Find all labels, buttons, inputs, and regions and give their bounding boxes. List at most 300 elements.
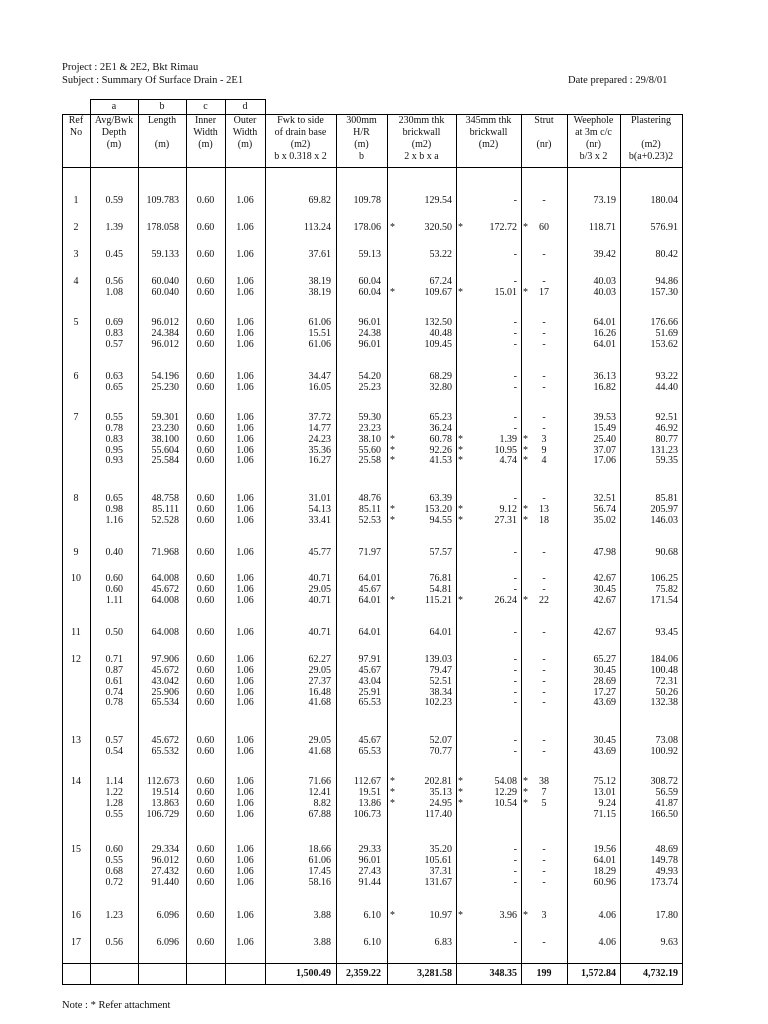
cell-outer-width: 1.06 bbox=[236, 493, 254, 504]
cell-strut: - bbox=[542, 686, 546, 698]
cell-weephole: 13.01 bbox=[593, 786, 616, 798]
cell-brickwall-230: 202.81 bbox=[424, 776, 452, 787]
cell-plastering: 184.06 bbox=[650, 654, 678, 665]
cell-strut: - bbox=[542, 664, 546, 676]
star-marker: * bbox=[390, 797, 395, 809]
cell-weephole: 4.06 bbox=[598, 937, 616, 948]
cell-brickwall-230: 52.07 bbox=[429, 735, 452, 746]
cell-length: 6.096 bbox=[156, 937, 179, 948]
cell-outer-width: 1.06 bbox=[236, 910, 254, 921]
cell-plastering: 48.69 bbox=[655, 844, 678, 855]
cell-outer-width: 1.06 bbox=[236, 745, 254, 757]
cell-brickwall-345: 1.39 bbox=[499, 433, 517, 445]
column-header-line: at 3m c/c bbox=[575, 127, 612, 138]
cell-hardcore: 25.91 bbox=[358, 686, 381, 698]
star-marker: * bbox=[390, 455, 395, 467]
cell-brickwall-345: - bbox=[513, 195, 517, 206]
cell-brickwall-345: - bbox=[513, 654, 517, 665]
star-marker: * bbox=[523, 786, 528, 798]
cell-plastering: 308.72 bbox=[650, 776, 678, 787]
cell-strut: - bbox=[542, 547, 546, 558]
cell-strut: - bbox=[542, 493, 546, 504]
cell-weephole: 60.96 bbox=[593, 876, 616, 888]
star-marker: * bbox=[458, 514, 463, 526]
ref-number: 5 bbox=[73, 317, 79, 328]
cell-outer-width: 1.06 bbox=[236, 808, 254, 820]
column-letter: d bbox=[242, 101, 248, 112]
star-marker: * bbox=[390, 503, 395, 515]
cell-hardcore: 85.11 bbox=[358, 503, 381, 515]
cell-plastering: 17.80 bbox=[655, 910, 678, 921]
total-formwork: 1,500.49 bbox=[296, 968, 331, 979]
cell-outer-width: 1.06 bbox=[236, 514, 254, 526]
cell-formwork: 29.05 bbox=[308, 735, 331, 746]
cell-depth: 0.40 bbox=[105, 547, 123, 558]
cell-brickwall-345: 54.08 bbox=[494, 776, 517, 787]
star-marker: * bbox=[458, 455, 463, 467]
cell-formwork: 67.88 bbox=[308, 808, 331, 820]
cell-length: 112.673 bbox=[146, 776, 179, 787]
cell-brickwall-345: - bbox=[513, 338, 517, 350]
cell-depth: 0.63 bbox=[105, 371, 123, 382]
cell-strut: - bbox=[542, 654, 546, 665]
cell-hardcore: 45.67 bbox=[358, 664, 381, 676]
column-header-line: b/3 x 2 bbox=[579, 151, 608, 162]
cell-hardcore: 6.10 bbox=[363, 937, 381, 948]
cell-depth: 1.22 bbox=[105, 786, 123, 798]
cell-inner-width: 0.60 bbox=[196, 514, 215, 526]
column-rule bbox=[682, 114, 683, 985]
cell-length: 59.301 bbox=[151, 412, 179, 423]
cell-length: 64.008 bbox=[151, 627, 179, 638]
cell-weephole: 39.42 bbox=[593, 249, 616, 260]
cell-hardcore: 45.67 bbox=[358, 583, 381, 595]
cell-plastering: 149.78 bbox=[650, 854, 678, 866]
cell-formwork: 40.71 bbox=[308, 594, 331, 606]
date-prepared: Date prepared : 29/8/01 bbox=[568, 75, 668, 86]
cell-weephole: 42.67 bbox=[593, 627, 616, 638]
column-header-line: 230mm thk bbox=[398, 115, 445, 126]
cell-depth: 0.68 bbox=[105, 865, 123, 877]
ref-number: 6 bbox=[73, 371, 79, 382]
cell-hardcore: 59.13 bbox=[358, 249, 381, 260]
cell-outer-width: 1.06 bbox=[236, 547, 254, 558]
cell-strut: - bbox=[542, 381, 546, 393]
cell-hardcore: 64.01 bbox=[358, 573, 381, 584]
cell-depth: 0.45 bbox=[105, 249, 123, 260]
cell-formwork: 16.27 bbox=[308, 455, 331, 467]
ref-number: 13 bbox=[71, 735, 81, 746]
column-header-line: brickwall bbox=[469, 127, 508, 138]
ref-number: 7 bbox=[73, 412, 79, 423]
cell-strut: - bbox=[542, 327, 546, 339]
cell-strut: - bbox=[542, 338, 546, 350]
total-strut: 199 bbox=[536, 968, 552, 979]
cell-weephole: 25.40 bbox=[593, 433, 616, 445]
cell-brickwall-230: 36.24 bbox=[429, 422, 452, 434]
cell-outer-width: 1.06 bbox=[236, 876, 254, 888]
cell-outer-width: 1.06 bbox=[236, 455, 254, 467]
cell-strut: 60 bbox=[539, 222, 549, 233]
cell-formwork: 40.71 bbox=[308, 627, 331, 638]
cell-inner-width: 0.60 bbox=[196, 371, 215, 382]
cell-outer-width: 1.06 bbox=[236, 195, 254, 206]
ref-number: 9 bbox=[73, 547, 79, 558]
cell-weephole: 4.06 bbox=[598, 910, 616, 921]
cell-formwork: 29.05 bbox=[308, 583, 331, 595]
cell-brickwall-345: 15.01 bbox=[494, 286, 517, 298]
cell-brickwall-345: 12.29 bbox=[494, 786, 517, 798]
column-header-line: H/R bbox=[353, 127, 370, 138]
column-header-line: (m2) bbox=[290, 139, 311, 150]
cell-length: 38.100 bbox=[151, 433, 179, 445]
cell-strut: 18 bbox=[539, 514, 549, 526]
cell-hardcore: 48.76 bbox=[358, 493, 381, 504]
cell-plastering: 51.69 bbox=[655, 327, 678, 339]
cell-formwork: 27.37 bbox=[308, 675, 331, 687]
cell-depth: 0.60 bbox=[105, 573, 123, 584]
column-header-line: Weephole bbox=[573, 115, 614, 126]
cell-brickwall-230: 63.39 bbox=[429, 493, 452, 504]
cell-outer-width: 1.06 bbox=[236, 697, 254, 709]
cell-brickwall-345: - bbox=[513, 745, 517, 757]
cell-brickwall-345: - bbox=[513, 276, 517, 287]
cell-brickwall-345: - bbox=[513, 664, 517, 676]
column-header-line: Width bbox=[193, 127, 218, 138]
ref-number: 1 bbox=[73, 195, 79, 206]
star-marker: * bbox=[458, 797, 463, 809]
cell-depth: 0.78 bbox=[105, 422, 123, 434]
cell-brickwall-345: - bbox=[513, 627, 517, 638]
cell-hardcore: 43.04 bbox=[358, 675, 381, 687]
cell-strut: - bbox=[542, 697, 546, 709]
cell-hardcore: 27.43 bbox=[358, 865, 381, 877]
cell-inner-width: 0.60 bbox=[196, 412, 215, 423]
cell-plastering: 56.59 bbox=[655, 786, 678, 798]
cell-depth: 0.61 bbox=[105, 675, 123, 687]
column-header-line: Fwk to side bbox=[277, 115, 324, 126]
cell-outer-width: 1.06 bbox=[236, 286, 254, 298]
star-marker: * bbox=[458, 594, 463, 606]
star-marker: * bbox=[390, 594, 395, 606]
cell-formwork: 71.66 bbox=[308, 776, 331, 787]
star-marker: * bbox=[458, 910, 463, 921]
column-header-line: of drain base bbox=[274, 127, 327, 138]
cell-brickwall-230: 38.34 bbox=[429, 686, 452, 698]
cell-outer-width: 1.06 bbox=[236, 276, 254, 287]
cell-brickwall-345: - bbox=[513, 675, 517, 687]
cell-brickwall-345: - bbox=[513, 547, 517, 558]
cell-brickwall-230: 53.22 bbox=[429, 249, 452, 260]
footnote: Note : * Refer attachment bbox=[62, 1000, 171, 1011]
letter-strip-rule bbox=[265, 99, 266, 114]
cell-brickwall-230: 102.23 bbox=[424, 697, 452, 709]
cell-weephole: 64.01 bbox=[593, 854, 616, 866]
column-letter: c bbox=[203, 101, 208, 112]
cell-length: 48.758 bbox=[151, 493, 179, 504]
star-marker: * bbox=[390, 286, 395, 298]
cell-depth: 0.93 bbox=[105, 455, 123, 467]
cell-weephole: 56.74 bbox=[593, 503, 616, 515]
cell-brickwall-230: 52.51 bbox=[429, 675, 452, 687]
cell-strut: - bbox=[542, 675, 546, 687]
cell-plastering: 166.50 bbox=[650, 808, 678, 820]
cell-depth: 0.83 bbox=[105, 433, 123, 445]
cell-depth: 0.54 bbox=[105, 745, 123, 757]
cell-outer-width: 1.06 bbox=[236, 222, 254, 233]
cell-length: 23.230 bbox=[151, 422, 179, 434]
cell-length: 52.528 bbox=[151, 514, 179, 526]
cell-strut: - bbox=[542, 735, 546, 746]
cell-formwork: 16.05 bbox=[308, 381, 331, 393]
cell-formwork: 61.06 bbox=[308, 854, 331, 866]
cell-weephole: 64.01 bbox=[593, 317, 616, 328]
cell-length: 55.604 bbox=[151, 444, 179, 456]
cell-plastering: 180.04 bbox=[650, 195, 678, 206]
star-marker: * bbox=[523, 910, 528, 921]
cell-brickwall-230: 92.26 bbox=[429, 444, 452, 456]
cell-inner-width: 0.60 bbox=[196, 455, 215, 467]
cell-hardcore: 60.04 bbox=[358, 276, 381, 287]
cell-strut: - bbox=[542, 937, 546, 948]
cell-brickwall-230: 153.20 bbox=[424, 503, 452, 515]
cell-hardcore: 54.20 bbox=[358, 371, 381, 382]
star-marker: * bbox=[523, 514, 528, 526]
cell-inner-width: 0.60 bbox=[196, 686, 215, 698]
cell-weephole: 30.45 bbox=[593, 664, 616, 676]
column-header-line: Length bbox=[147, 115, 177, 126]
cell-formwork: 17.45 bbox=[308, 865, 331, 877]
cell-outer-width: 1.06 bbox=[236, 338, 254, 350]
cell-inner-width: 0.60 bbox=[196, 808, 215, 820]
cell-outer-width: 1.06 bbox=[236, 583, 254, 595]
cell-depth: 0.55 bbox=[105, 808, 123, 820]
cell-depth: 0.60 bbox=[105, 844, 123, 855]
cell-brickwall-345: - bbox=[513, 573, 517, 584]
cell-depth: 0.78 bbox=[105, 697, 123, 709]
cell-formwork: 69.82 bbox=[308, 195, 331, 206]
cell-hardcore: 52.53 bbox=[358, 514, 381, 526]
cell-outer-width: 1.06 bbox=[236, 317, 254, 328]
cell-formwork: 3.88 bbox=[313, 910, 331, 921]
cell-weephole: 35.02 bbox=[593, 514, 616, 526]
cell-plastering: 173.74 bbox=[650, 876, 678, 888]
cell-hardcore: 25.23 bbox=[358, 381, 381, 393]
cell-outer-width: 1.06 bbox=[236, 675, 254, 687]
cell-length: 24.384 bbox=[151, 327, 179, 339]
ref-number: 11 bbox=[71, 627, 81, 638]
cell-inner-width: 0.60 bbox=[196, 664, 215, 676]
cell-brickwall-230: 65.23 bbox=[429, 412, 452, 423]
column-header-line: Outer bbox=[233, 115, 257, 126]
cell-strut: 17 bbox=[539, 286, 549, 298]
cell-hardcore: 96.01 bbox=[358, 317, 381, 328]
cell-brickwall-230: 6.83 bbox=[434, 937, 452, 948]
cell-outer-width: 1.06 bbox=[236, 412, 254, 423]
cell-hardcore: 6.10 bbox=[363, 910, 381, 921]
cell-formwork: 3.88 bbox=[313, 937, 331, 948]
total-hardcore: 2,359.22 bbox=[346, 968, 381, 979]
cell-depth: 0.98 bbox=[105, 503, 123, 515]
cell-length: 54.196 bbox=[151, 371, 179, 382]
cell-brickwall-345: - bbox=[513, 422, 517, 434]
cell-strut: - bbox=[542, 276, 546, 287]
cell-formwork: 8.82 bbox=[313, 797, 331, 809]
cell-plastering: 49.93 bbox=[655, 865, 678, 877]
cell-brickwall-345: - bbox=[513, 249, 517, 260]
cell-inner-width: 0.60 bbox=[196, 627, 215, 638]
cell-brickwall-345: 10.95 bbox=[494, 444, 517, 456]
cell-inner-width: 0.60 bbox=[196, 865, 215, 877]
cell-brickwall-345: 26.24 bbox=[494, 594, 517, 606]
star-marker: * bbox=[458, 503, 463, 515]
cell-outer-width: 1.06 bbox=[236, 433, 254, 445]
cell-plastering: 46.92 bbox=[655, 422, 678, 434]
cell-weephole: 43.69 bbox=[593, 745, 616, 757]
cell-brickwall-230: 94.55 bbox=[429, 514, 452, 526]
star-marker: * bbox=[458, 786, 463, 798]
cell-depth: 0.55 bbox=[105, 854, 123, 866]
cell-formwork: 24.23 bbox=[308, 433, 331, 445]
cell-brickwall-230: 79.47 bbox=[429, 664, 452, 676]
cell-plastering: 41.87 bbox=[655, 797, 678, 809]
cell-length: 45.672 bbox=[151, 583, 179, 595]
star-marker: * bbox=[523, 222, 528, 233]
cell-formwork: 61.06 bbox=[308, 317, 331, 328]
cell-weephole: 39.53 bbox=[593, 412, 616, 423]
cell-strut: 3 bbox=[541, 910, 547, 921]
column-header-line: (m) bbox=[198, 139, 213, 150]
cell-depth: 0.83 bbox=[105, 327, 123, 339]
cell-brickwall-345: 10.54 bbox=[494, 797, 517, 809]
cell-brickwall-345: - bbox=[513, 493, 517, 504]
cell-strut: - bbox=[542, 371, 546, 382]
cell-outer-width: 1.06 bbox=[236, 776, 254, 787]
cell-brickwall-230: 68.29 bbox=[429, 371, 452, 382]
cell-weephole: 118.71 bbox=[588, 222, 616, 233]
cell-strut: 13 bbox=[539, 503, 549, 515]
cell-brickwall-230: 54.81 bbox=[429, 583, 452, 595]
cell-outer-width: 1.06 bbox=[236, 786, 254, 798]
cell-outer-width: 1.06 bbox=[236, 664, 254, 676]
ref-number: 3 bbox=[73, 249, 79, 260]
cell-length: 45.672 bbox=[151, 735, 179, 746]
cell-inner-width: 0.60 bbox=[196, 573, 215, 584]
cell-plastering: 576.91 bbox=[650, 222, 678, 233]
cell-inner-width: 0.60 bbox=[196, 222, 215, 233]
cell-formwork: 41.68 bbox=[308, 745, 331, 757]
cell-formwork: 113.24 bbox=[303, 222, 331, 233]
cell-weephole: 47.98 bbox=[593, 547, 616, 558]
cell-weephole: 19.56 bbox=[593, 844, 616, 855]
star-marker: * bbox=[390, 444, 395, 456]
cell-weephole: 37.07 bbox=[593, 444, 616, 456]
cell-hardcore: 59.30 bbox=[358, 412, 381, 423]
cell-formwork: 54.13 bbox=[308, 503, 331, 515]
star-marker: * bbox=[523, 455, 528, 467]
ref-number: 16 bbox=[71, 910, 81, 921]
cell-plastering: 100.92 bbox=[650, 745, 678, 757]
cell-inner-width: 0.60 bbox=[196, 195, 215, 206]
cell-plastering: 106.25 bbox=[650, 573, 678, 584]
cell-weephole: 28.69 bbox=[593, 675, 616, 687]
cell-depth: 0.87 bbox=[105, 664, 123, 676]
cell-outer-width: 1.06 bbox=[236, 937, 254, 948]
cell-length: 60.040 bbox=[151, 286, 179, 298]
star-marker: * bbox=[390, 222, 395, 233]
column-header-line: 2 x b x a bbox=[404, 151, 439, 162]
cell-plastering: 85.81 bbox=[655, 493, 678, 504]
star-marker: * bbox=[390, 786, 395, 798]
cell-outer-width: 1.06 bbox=[236, 444, 254, 456]
cell-hardcore: 65.53 bbox=[358, 697, 381, 709]
cell-depth: 0.72 bbox=[105, 876, 123, 888]
cell-depth: 1.23 bbox=[105, 910, 123, 921]
cell-brickwall-230: 117.40 bbox=[424, 808, 452, 820]
cell-brickwall-230: 70.77 bbox=[429, 745, 452, 757]
cell-length: 71.968 bbox=[151, 547, 179, 558]
cell-hardcore: 96.01 bbox=[358, 338, 381, 350]
cell-outer-width: 1.06 bbox=[236, 327, 254, 339]
star-marker: * bbox=[390, 433, 395, 445]
cell-brickwall-230: 320.50 bbox=[424, 222, 452, 233]
cell-weephole: 42.67 bbox=[593, 573, 616, 584]
cell-outer-width: 1.06 bbox=[236, 627, 254, 638]
cell-plastering: 153.62 bbox=[650, 338, 678, 350]
cell-formwork: 33.41 bbox=[308, 514, 331, 526]
column-header-line: b(a+0.23)2 bbox=[628, 151, 674, 162]
cell-formwork: 37.61 bbox=[308, 249, 331, 260]
cell-strut: - bbox=[542, 573, 546, 584]
column-letter: a bbox=[111, 101, 117, 112]
cell-depth: 0.55 bbox=[105, 412, 123, 423]
cell-brickwall-345: - bbox=[513, 583, 517, 595]
totals-top-rule bbox=[62, 963, 682, 964]
cell-strut: - bbox=[542, 249, 546, 260]
cell-strut: - bbox=[542, 195, 546, 206]
cell-brickwall-230: 64.01 bbox=[429, 627, 452, 638]
cell-depth: 0.74 bbox=[105, 686, 123, 698]
cell-hardcore: 106.73 bbox=[353, 808, 381, 820]
column-header-line: (m2) bbox=[478, 139, 499, 150]
cell-brickwall-230: 57.57 bbox=[429, 547, 452, 558]
cell-hardcore: 71.97 bbox=[358, 547, 381, 558]
column-header-line: (nr) bbox=[536, 139, 552, 150]
cell-inner-width: 0.60 bbox=[196, 937, 215, 948]
cell-weephole: 43.69 bbox=[593, 697, 616, 709]
column-header-line: Inner bbox=[194, 115, 217, 126]
cell-hardcore: 109.78 bbox=[353, 195, 381, 206]
cell-plastering: 205.97 bbox=[650, 503, 678, 515]
cell-length: 65.532 bbox=[151, 745, 179, 757]
column-header-line: (m2) bbox=[411, 139, 432, 150]
column-header-line: b x 0.318 x 2 bbox=[274, 151, 327, 162]
cell-depth: 1.39 bbox=[105, 222, 123, 233]
cell-plastering: 73.08 bbox=[655, 735, 678, 746]
column-header-line: (nr) bbox=[586, 139, 601, 150]
cell-hardcore: 45.67 bbox=[358, 735, 381, 746]
cell-plastering: 93.22 bbox=[655, 371, 678, 382]
cell-hardcore: 38.10 bbox=[358, 433, 381, 445]
cell-length: 106.729 bbox=[146, 808, 179, 820]
cell-inner-width: 0.60 bbox=[196, 776, 215, 787]
cell-hardcore: 25.58 bbox=[358, 455, 381, 467]
cell-plastering: 157.30 bbox=[650, 286, 678, 298]
cell-depth: 0.57 bbox=[105, 338, 123, 350]
ref-number: 8 bbox=[73, 493, 79, 504]
cell-inner-width: 0.60 bbox=[196, 381, 215, 393]
total-brickwall-345: 348.35 bbox=[489, 968, 517, 979]
